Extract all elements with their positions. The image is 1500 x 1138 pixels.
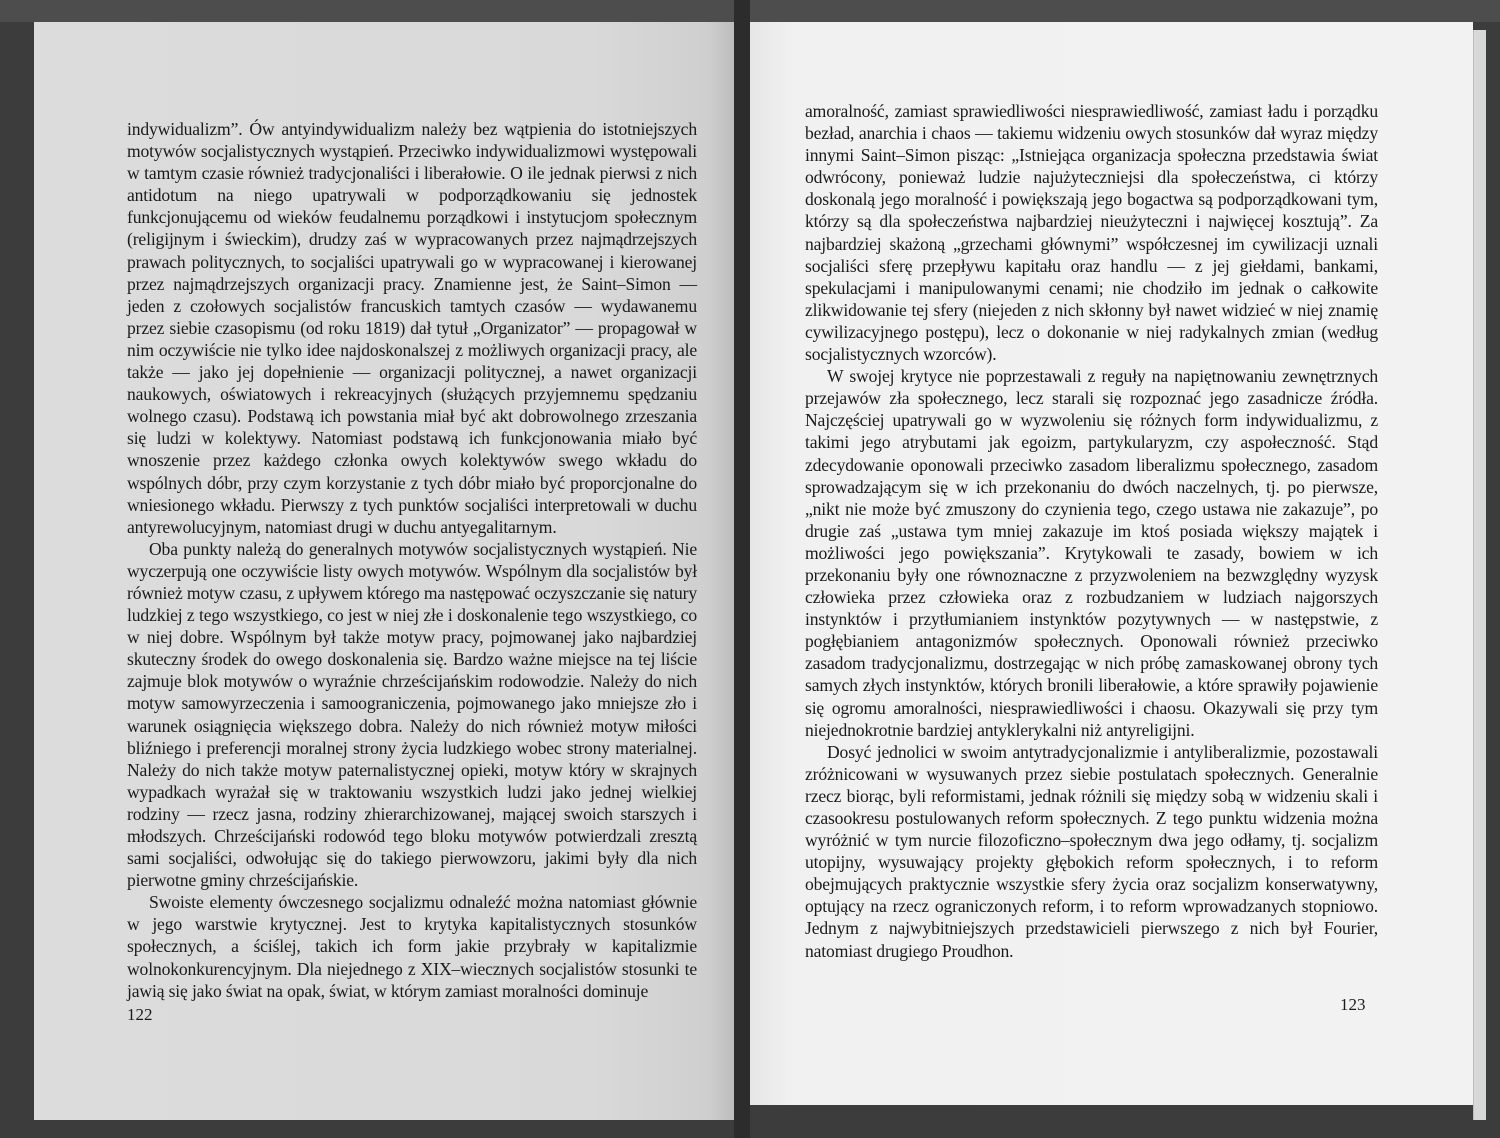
paragraph: Oba punkty należą do generalnych motywów socjalistycznych wystąpień. Nie wyczerpują one oczywiście listy owych motywów. Wspólnym dla socjalistów był również motyw czasu, z upływem którego ma następować oczyszczanie się natury ludzkiej z tego wszystkiego, co jest w niej złe i doskonalenie tego wszystkiego, co w niej dobre. Wspólnym był także motyw pracy, pojmowanej jako najbardziej skuteczny środek do owego doskonalenia się. Bardzo ważne miejsce na tej liście zajmuje blok motywów o wyraźnie chrześcijańskim rodowodzie. Należy do nich motyw samowyrzeczenia i samoograniczenia, pojmowanego jako mniejsze zło i warunek osiągnięcia większego dobra. Należy do nich również motyw miłości bliźniego i preferencji moralnej strony życia ludzkiego wobec strony materialnej. Należy do nich także motyw paternalistycznej opieki, motyw który w skrajnych wypadkach wyrażał się w traktowaniu wszystkich ludzi jako jednej wielkiej rodziny — rzecz jasna, rodziny zhierarchizowanej, mającej swoich starszych i młodszych. Chrześcijański rodowód tego bloku motywów potwierdzali zresztą sami socjaliści, odwołując się do takiego pierwowzoru, jakimi były dla nich pierwotne gminy chrześcijańskie.: [127, 538, 697, 891]
paragraph: amoralność, zamiast sprawiedliwości niesprawiedliwość, zamiast ładu i porządku bezład, anarchia i chaos — takiemu widzeniu owych stosunków dał wyraz między innymi Saint–Simon pisząc: „Istniejąca organizacja społeczna przedstawia świat odwrócony, ponieważ ludzie najużyteczniejsi dla społeczeństwa, ci którzy doskonalą jego moralność i powiększają jego bogactwa są podporządkowani tym, którzy są dla społeczeństwa najbardziej nieużyteczni i najwięcej kosztują”. Za najbardziej skażoną „grzechami głównymi” współczesnej im cywilizacji uznali socjaliści sferę przepływu kapitału oraz handlu — z jej giełdami, bankami, spekulacjami i manipulowanymi cenami; nie chodziło im jednak o całkowite zlikwidowanie tej sfery (niejeden z nich skłonny był nawet widzieć w niej znamię cywilizacyjnego postępu), lecz o dokonanie w niej radykalnych zmian (według socjalistycznych wzorców).: [805, 101, 1378, 365]
paragraph: W swojej krytyce nie poprzestawali z reguły na napiętnowaniu zewnętrznych przejawów zła społecznego, lecz starali się rozpoznać jego zasadnicze źródła. Najczęściej upatrywali go w wyzwoleniu się różnych form indywidualizmu, z takimi jego atrybutami jak egoizm, partykularyzm, czy aspołeczność. Stąd zdecydowanie oponowali przeciwko zasadom liberalizmu społecznego, zasadom sprowadzającym się w ich przekonaniu do dwóch naczelnych, tj. po pierwsze, „nikt nie może być zmuszony do czynienia tego, czego ustawa nie zakazuje”, po drugie zaś „ustawa tym mniej zakazuje im ktoś posiada większy majątek i możliwości jego powiększania”. Krytykowali te zasady, bowiem w ich przekonaniu były one równoznaczne z przyzwoleniem na bezwzględny wyzysk człowieka przez człowieka oraz z rozbudzaniem w ludziach najgorszych instynktów i przytłumianiem instynktów pozytywnych — w następstwie, z pogłębianiem antagonizmów społecznych. Oponowali również przeciwko zasadom tradycjonalizmu, dostrzegając w nich próbę zamaskowanej obrony tych samych złych instynktów, których bronili liberałowie, a które sprawiły pojawienie się ogromu amoralności, niesprawiedliwości i chaosu. Okazywali się przy tym niejednokrotnie bardziej antyklerykalni niż antyreligijni.: [805, 366, 1378, 740]
page-number: 122: [127, 1005, 153, 1024]
book-gutter: [734, 0, 750, 1138]
page-stack-edge: [1473, 30, 1486, 1120]
left-page-body: [127, 118, 697, 1002]
page-number: 123: [1340, 995, 1366, 1014]
right-page: [750, 22, 1473, 1105]
scanner-edge: [0, 0, 1500, 22]
paragraph: Swoiste elementy ówczesnego socjalizmu odnaleźć można natomiast głównie w jego warstwie krytycznej. Jest to krytyka kapitalistycznych stosunków społecznych, a ściślej, takich ich form jakie przybrały w kapitalizmie wolnokonkurencyjnym. Dla niejednego z XIX–wiecznych socjalistów stosunki te jawią się jako świat na opak, świat, w którym zamiast moralności dominuje: [127, 892, 697, 1001]
paragraph: indywidualizm”. Ów antyindywidualizm należy bez wątpienia do istotniejszych motywów socjalistycznych wystąpień. Przeciwko indywidualizmowi występowali w tamtym czasie również tradycjonaliści i liberałowie. O ile jednak pierwsi z nich antidotum na niego upatrywali w podporządkowaniu się jednostek funkcjonującemu od wieków feudalnemu porządkowi i instytucjom społecznym (religijnym i świeckim), drudzy zaś w wypracowanych przez najmądrzejszych prawach politycznych, to socjaliści upatrywali go w wypracowanej i kierowanej przez najmądrzejszych organizacji pracy. Znamienne jest, że Saint–Simon — jeden z czołowych socjalistów francuskich tamtych czasów — wydawanemu przez siebie czasopismu (od roku 1819) dał tytuł „Organizator” — propagował w nim oczywiście nie tylko idee najdoskonalszej z możliwych organizacji pracy, ale także — jako jej dopełnienie — organizacji politycznej, a nawet organizacji naukowych, oświatowych i rekreacyjnych (służących przyjemnemu spędzaniu wolnego czasu). Podstawą ich powstania miał być akt dobrowolnego zrzeszania się ludzi w kolektywy. Natomiast podstawą ich funkcjonowania miało być wnoszenie przez każdego członka owych kolektywów swego wkładu do wspólnych dóbr, przy czym korzystanie z tych dóbr miało być proporcjonalne do wniesionego wkładu. Pierwszy z tych punktów socjaliści interpretowali w duchu antyrewolucyjnym, natomiast drugi w duchu antyegalitarnym.: [127, 119, 697, 537]
right-page-body: [805, 100, 1378, 962]
left-page: [34, 22, 734, 1120]
paragraph: Dosyć jednolici w swoim antytradycjonalizmie i antyliberalizmie, pozostawali zróżnicowani w wysuwanych przez siebie postulatach społecznych. Generalnie rzecz biorąc, byli reformistami, jednak różnili się między sobą w widzeniu skali i czasookresu postulowanych reform społecznych. Z tego punktu widzenia można wyróżnić w tym nurcie filozoficzno–społecznym dwa jego odłamy, tj. socjalizm utopijny, wysuwający projekty głębokich reform społecznych, i to reform obejmujących praktycznie wszystkie sfery życia oraz socjalizm konserwatywny, optujący na rzecz ograniczonych reform, i to reform wprowadzanych stopniowo. Jednym z najwybitniejszych przedstawicieli pierwszego z nich był Fourier, natomiast drugiego Proudhon.: [805, 741, 1378, 961]
